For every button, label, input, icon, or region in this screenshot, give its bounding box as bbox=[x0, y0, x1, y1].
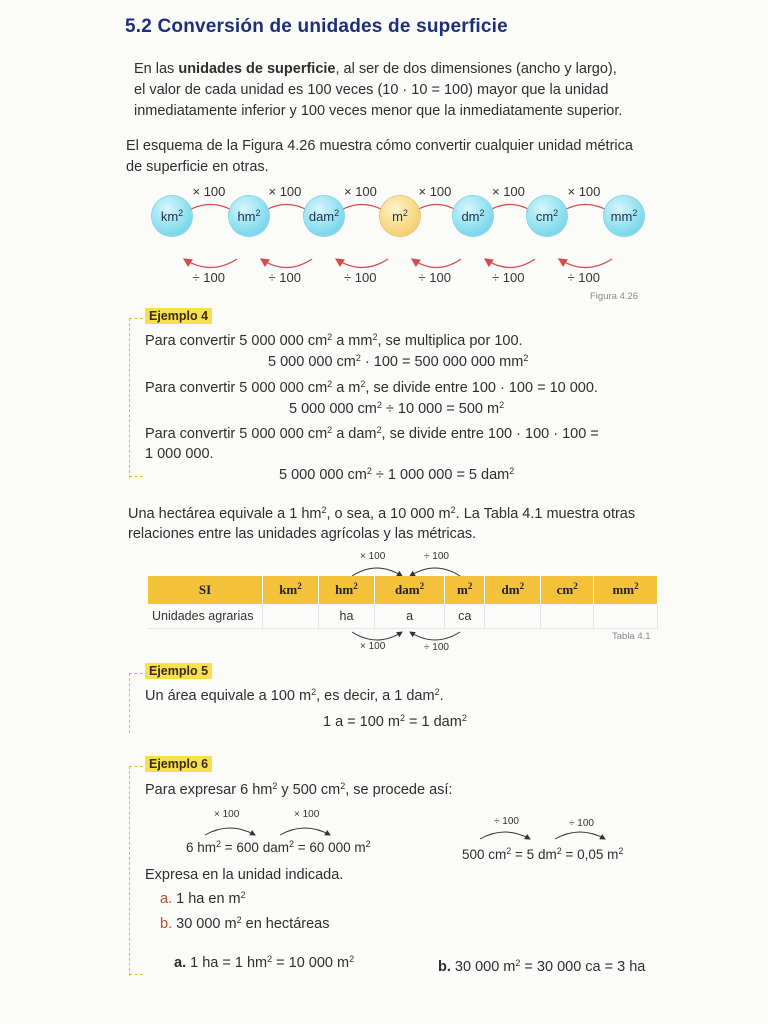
times-100-label: × 100 bbox=[567, 184, 601, 199]
table-div-top: ÷ 100 bbox=[424, 551, 449, 562]
example-5-label: Ejemplo 5 bbox=[145, 663, 212, 679]
ex6-times-2: × 100 bbox=[294, 809, 320, 820]
answer-a: a. 1 ha = 1 $hm^2 = 10$ 000 $m^2$ bbox=[174, 954, 355, 971]
table-header-cell: $km^2$ bbox=[263, 576, 319, 604]
example-4-line-4: 5 000 000 $cm^2 \div 10$ 000 = 500 $m^2$ bbox=[289, 400, 505, 417]
table-header-cell: dam$^2$ bbox=[374, 576, 444, 604]
unit-circle-dam2 bbox=[304, 196, 344, 236]
exercise-a bbox=[160, 890, 246, 909]
divide-100-label: ÷ 100 bbox=[268, 270, 301, 285]
intro-line-1: En las unidades de superficie, al ser de dos dimensiones (ancho y largo), bbox=[134, 61, 617, 77]
example-4-line-5: Para convertir 5 000 000 $cm^2$ a dam$^2$, se divide entre 100 · 100 · 100 = bbox=[145, 425, 599, 442]
divide-arrow bbox=[336, 259, 388, 268]
example-border bbox=[129, 318, 130, 478]
example-border-bottom bbox=[129, 974, 143, 975]
table-header-row bbox=[148, 576, 658, 604]
unit-circle-hm2 bbox=[229, 196, 269, 236]
example-4-line-3: Para convertir 5 000 000 $cm^2$ a $m^2$, se divide entre 100 · 100 = 10 000. bbox=[145, 379, 598, 396]
intro-line-2: el valor de cada unidad es 100 veces (10 · 10 = 100) mayor que la unidad bbox=[134, 82, 609, 98]
scheme-line-1: El esquema de la Figura 4.26 muestra cómo convertir cualquier unidad métrica bbox=[126, 138, 633, 154]
page-title: 5.2 Conversión de unidades de superficie bbox=[125, 16, 508, 37]
unit-label: dam$^2$ bbox=[308, 207, 340, 224]
divide-arrow bbox=[485, 259, 535, 268]
divide-arrow bbox=[261, 259, 312, 268]
unit-circle-mm2 bbox=[604, 196, 644, 236]
divide-100-label: ÷ 100 bbox=[418, 270, 451, 285]
unit-label: $dm^2$ bbox=[461, 207, 485, 224]
table-cell: a bbox=[374, 604, 444, 629]
times-100-label: × 100 bbox=[344, 184, 377, 199]
unit-label: $m^2$ bbox=[392, 207, 408, 224]
example-5-line-2: 1 a = 100 $m^2 = 1$ dam$^2$ bbox=[323, 713, 467, 730]
example-4-line-2: 5 000 000 $cm^2 \cdot 100 = 500$ 000 000 $mm^2$ bbox=[268, 353, 529, 370]
table-header-cell: $dm^2$ bbox=[485, 576, 541, 604]
times-100-label: × 100 bbox=[192, 184, 226, 199]
figure-caption: Figura 4.26 bbox=[590, 291, 639, 302]
table-cell: ca bbox=[445, 604, 485, 629]
exercise-b bbox=[160, 915, 329, 934]
example-border-bottom bbox=[129, 476, 143, 477]
table-header-cell: $mm^2$ bbox=[594, 576, 658, 604]
divide-100-label: ÷ 100 bbox=[492, 270, 525, 285]
example-4-line-1: Para convertir 5 000 000 $cm^2$ a $mm^2$, se multiplica por 100. bbox=[145, 332, 523, 349]
times-100-label: × 100 bbox=[418, 184, 452, 199]
exercise-prompt: Expresa en la unidad indicada. bbox=[145, 867, 344, 883]
unit-circle-dm2 bbox=[453, 196, 493, 236]
example-border-top bbox=[129, 673, 143, 674]
times-100-label: × 100 bbox=[268, 184, 302, 199]
ex6-div-1: ÷ 100 bbox=[494, 816, 519, 827]
exercise-a-letter: a. bbox=[160, 891, 173, 907]
table-cell bbox=[263, 604, 319, 629]
example-4-line-7: 5 000 000 $cm^2 \div 1$ 000 000 = 5 dam$^2$ bbox=[279, 466, 515, 483]
unit-label: $hm^2$ bbox=[237, 207, 261, 224]
answer-b: b. 30 000 $m^2 = 30$ 000 ca = 3 ha bbox=[438, 958, 646, 975]
units-table bbox=[148, 576, 658, 629]
times-100-label: × 100 bbox=[492, 184, 525, 199]
unit-label: $mm^2$ bbox=[610, 207, 638, 224]
example-6-label: Ejemplo 6 bbox=[145, 756, 212, 772]
divide-100-label: ÷ 100 bbox=[344, 270, 377, 285]
example-4-line-6: 1 000 000. bbox=[145, 446, 214, 462]
table-times-top: × 100 bbox=[360, 551, 386, 562]
table-caption: Tabla 4.1 bbox=[612, 631, 651, 642]
divide-100-label: ÷ 100 bbox=[567, 270, 600, 285]
unit-label: $km^2$ bbox=[160, 207, 184, 224]
divide-arrow bbox=[184, 259, 237, 268]
divide-100-label: ÷ 100 bbox=[192, 270, 225, 285]
unit-circle-cm2 bbox=[527, 196, 567, 236]
exercise-a-text: 1 ha en $m^2$ bbox=[176, 890, 246, 907]
table-header-cell: $m^2$ bbox=[445, 576, 485, 604]
divide-arrow bbox=[559, 259, 612, 268]
divide-arrow bbox=[412, 259, 461, 268]
example-border-top bbox=[129, 766, 143, 767]
table-cell bbox=[594, 604, 658, 629]
table-header-cell: SI bbox=[148, 576, 263, 604]
scheme-arrows bbox=[0, 180, 768, 290]
intro-line-3: inmediatamente inferior y 100 veces menor que la inmediatamente superior. bbox=[134, 103, 623, 119]
exercise-b-text: 30 000 $m^2$ en hectáreas bbox=[176, 915, 330, 932]
table-header-cell: $cm^2$ bbox=[541, 576, 594, 604]
ex6-times-1: × 100 bbox=[214, 809, 240, 820]
ex6-div-2: ÷ 100 bbox=[569, 818, 594, 829]
example-5-line-1: Un área equivale a 100 $m^2$, es decir, a 1 dam$^2$. bbox=[145, 687, 444, 704]
unit-circle-m2 bbox=[380, 196, 420, 236]
scheme-line-2: de superficie en otras. bbox=[126, 159, 269, 175]
example-6-chain-1: 6 $hm^2 = 600$ dam$^2$ = 60 000 $m^2$ bbox=[186, 839, 371, 855]
table-cell bbox=[485, 604, 541, 629]
example-border bbox=[129, 673, 130, 733]
example-6-chain-2: 500 $cm^2 = 5$ $dm^2 = 0,05$ $m^2$ bbox=[462, 846, 624, 862]
table-div-bottom: ÷ 100 bbox=[424, 642, 449, 653]
example-border bbox=[129, 766, 130, 976]
table-row bbox=[148, 604, 658, 629]
table-header-cell: $hm^2$ bbox=[318, 576, 374, 604]
unit-label: $cm^2$ bbox=[535, 207, 559, 224]
example-border-top bbox=[129, 318, 143, 319]
table-cell: ha bbox=[318, 604, 374, 629]
exercise-b-letter: b. bbox=[160, 916, 173, 932]
table-cell bbox=[541, 604, 594, 629]
unit-circle-km2 bbox=[152, 196, 192, 236]
table-times-bottom: × 100 bbox=[360, 641, 386, 652]
hectarea-line-2: relaciones entre las unidades agrícolas y las métricas. bbox=[128, 526, 477, 542]
example-6-line-1: Para expresar 6 $hm^2$ y 500 $cm^2$, se procede así: bbox=[145, 781, 453, 798]
example-4-label: Ejemplo 4 bbox=[145, 308, 212, 324]
table-cell: Unidades agrarias bbox=[148, 604, 263, 629]
hectarea-line-1: Una hectárea equivale a 1 $hm^2$, o sea, a 10 000 $m^2$. La Tabla 4.1 muestra otras bbox=[128, 505, 636, 522]
